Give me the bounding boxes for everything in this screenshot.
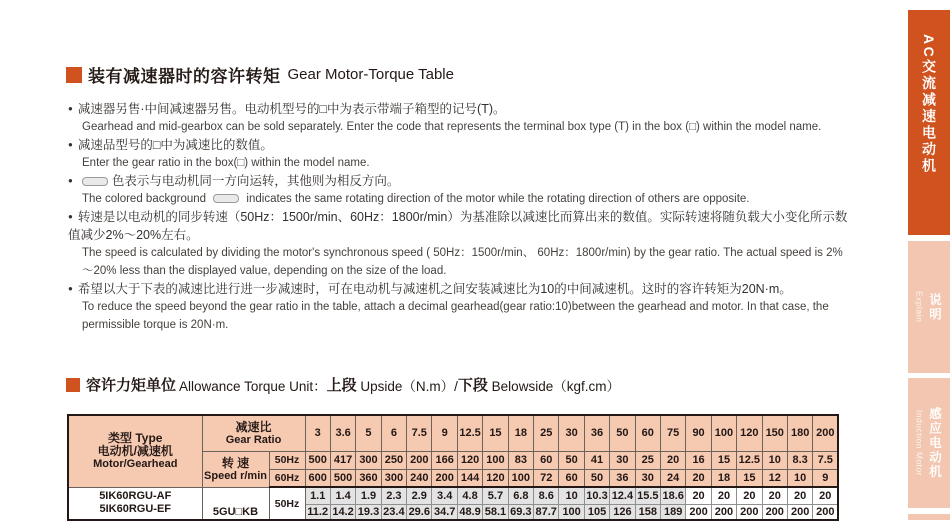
type-header-line1: 类型 Type [108,431,163,446]
torque-nm-cell: 20 [737,487,762,504]
note-4-en: The speed is calculated by dividing the motor's synchronous speed ( 50Hz：1500r/min、 60Hz：1800r/min) by the gear ratio. The actual speed is 2%～20% less than the displayed value, depending on the size of the load. [82,247,843,277]
torque-nm-cell: 20 [787,487,812,504]
speed-header-cell [202,451,269,487]
notes-list [68,100,848,334]
note-2-zh: ● 减速品型号的□中为减速比的数值。 [68,138,273,152]
speed-50hz-cell: 12.5 [737,451,762,469]
note-3-en: The colored background indicates the same rotating direction of the motor while the rotating direction of others are opposite. [82,193,750,205]
speed-50hz-cell: 30 [610,451,635,469]
speed-50hz-cell: 10 [762,451,787,469]
speed-60hz-cell: 12 [762,469,787,487]
torque-table [67,414,839,521]
motor-model: 5IK60RGU-EF [99,503,172,516]
torque-nm-cell: 1.9 [356,487,381,504]
ratio-header-cell: 200 [813,415,838,451]
speed-60hz-cell: 30 [635,469,660,487]
torque-kgfcm-cell: 19.3 [356,504,381,520]
sidebar-tab-explain-en-label: Explain [914,291,925,323]
speed-50hz-cell: 41 [584,451,609,469]
section2-lower-zh: 下段 [457,377,488,394]
torque-nm-cell: 3.4 [432,487,457,504]
ratio-header-cell: 9 [432,415,457,451]
torque-kgfcm-cell: 200 [711,504,736,520]
speed-50hz-cell: 7.5 [813,451,838,469]
note-1-en: Gearhead and mid-gearbox can be sold separately. Enter the code that represents the terminal box type (T) in the box (□) within the model name. [82,121,822,133]
speed-50hz-cell: 8.3 [787,451,812,469]
ratio-header-cell: 18 [508,415,533,451]
section2-lower-en: Belowside（kgf.cm） [487,378,620,394]
section1-title-zh: 装有减速器时的容许转矩 [88,67,281,86]
torque-nm-cell: 5.7 [483,487,508,504]
type-header-line3: Motor/Gearhead [93,458,178,471]
orange-square-icon [66,67,82,83]
torque-nm-cell: 1.1 [305,487,330,504]
torque-kgfcm-cell: 105 [584,504,609,520]
torque-nm-cell: 15.5 [635,487,660,504]
ratio-header-cell: 25 [534,415,559,451]
section2-title-en: Allowance Torque Unit： [176,378,327,394]
sidebar-tab-ac-gear-motor-zh-label: AC交流减速电动机 [921,34,937,175]
torque-kgfcm-cell: 158 [635,504,660,520]
torque-kgfcm-cell: 29.6 [407,504,432,520]
torque-kgfcm-cell: 69.3 [508,504,533,520]
ratio-header-cell: 3 [305,415,330,451]
torque-nm-cell: 20 [711,487,736,504]
torque-kgfcm-cell: 14.2 [330,504,355,520]
ratio-header-cell: 120 [737,415,762,451]
ratio-header-cell: 90 [686,415,711,451]
speed-60hz-cell: 360 [356,469,381,487]
note-3-zh: ● 色表示与电动机同一方向运转，其他则为相反方向。 [68,174,400,188]
type-header-cell [68,415,202,487]
type-header-line2: 电动机/减速机 [97,444,173,459]
speed-50hz-cell: 60 [534,451,559,469]
ratio-header-cell: 150 [762,415,787,451]
motor-model: 5IK60RGU-AF [99,490,172,503]
speed-50hz-cell: 250 [381,451,406,469]
torque-kgfcm-cell: 189 [660,504,685,520]
sidebar-tab-ac-gear-motor[interactable] [908,10,950,235]
ratio-header-cell: 5 [356,415,381,451]
ratio-header-cell: 50 [610,415,635,451]
speed-60hz-cell: 60 [559,469,584,487]
torque-nm-cell: 2.3 [381,487,406,504]
motor-model-cell [68,487,202,520]
speed-60hz-cell: 50 [584,469,609,487]
torque-nm-cell: 8.6 [534,487,559,504]
speed-60hz-cell: 600 [305,469,330,487]
speed-60hz-cell: 240 [407,469,432,487]
speed-header-zh: 转 速 [221,455,250,470]
torque-kgfcm-cell: 200 [737,504,762,520]
note-2-en: Enter the gear ratio in the box(□) within the model name. [82,157,370,169]
speed-60hz-cell: 15 [737,469,762,487]
torque-kgfcm-cell: 87.7 [534,504,559,520]
torque-kgfcm-cell: 200 [686,504,711,520]
speed-60hz-cell: 9 [813,469,838,487]
section2-heading [66,374,620,395]
ratio-header-cell: 12.5 [457,415,482,451]
gearhead-model-cell: 5GU□KB [202,487,269,520]
hz-50-label: 50Hz [269,451,305,469]
bullet-icon: ● [68,176,73,185]
ratio-header-cell: 3.6 [330,415,355,451]
ratio-header-cell: 30 [559,415,584,451]
speed-50hz-cell: 83 [508,451,533,469]
gear-ratio-header-cell [202,415,305,451]
speed-50hz-cell: 16 [686,451,711,469]
torque-nm-cell: 20 [686,487,711,504]
sidebar-tab-induction-motor-zh-label: 感应电动机 [927,406,942,480]
speed-50hz-cell: 166 [432,451,457,469]
torque-kgfcm-cell: 58.1 [483,504,508,520]
torque-nm-cell: 18.6 [660,487,685,504]
bullet-icon: ● [68,212,73,221]
sidebar-tab-induction-motor-en-label: Induction Motor [914,409,925,477]
torque-kgfcm-cell: 200 [787,504,812,520]
hz-60-label: 60Hz [269,469,305,487]
torque-nm-cell: 12.4 [610,487,635,504]
sidebar-tab-partial[interactable] [908,514,950,520]
speed-60hz-cell: 20 [686,469,711,487]
torque-nm-cell: 20 [813,487,838,504]
torque-nm-cell: 2.9 [407,487,432,504]
torque-kgfcm-cell: 100 [559,504,584,520]
note-4-zh: ● 转速是以电动机的同步转速（50Hz：1500r/min、60Hz：1800r/min）为基准除以减速比而算出来的数值。实际转速将随负载大小变化所示数值减少2%～20%左右。 [68,210,848,242]
speed-60hz-cell: 36 [610,469,635,487]
torque-nm-cell: 4.8 [457,487,482,504]
speed-60hz-cell: 144 [457,469,482,487]
sidebar-tab-induction-motor[interactable] [908,378,950,508]
torque-nm-cell: 10.3 [584,487,609,504]
speed-60hz-cell: 200 [432,469,457,487]
speed-60hz-cell: 18 [711,469,736,487]
torque-kgfcm-cell: 23.4 [381,504,406,520]
torque-kgfcm-cell: 200 [762,504,787,520]
same-direction-color-swatch [213,194,239,203]
note-5-en: To reduce the speed beyond the gear ratio in the table, attach a decimal gearhead(gear ratio:10)between the gearhead and motor. In that case, the permissible torque is 20N·m. [82,301,829,331]
ratio-header-cell: 36 [584,415,609,451]
torque-nm-cell: 20 [762,487,787,504]
speed-50hz-cell: 20 [660,451,685,469]
ratio-header-cell: 180 [787,415,812,451]
section2-title-zh: 容许力矩单位 [86,377,177,394]
section2-upper-zh: 上段 [326,377,357,394]
gear-ratio-en: Gear Ratio [225,433,282,446]
section1-title-en: Gear Motor-Torque Table [287,66,454,83]
speed-60hz-cell: 300 [381,469,406,487]
speed-60hz-cell: 24 [660,469,685,487]
torque-kgfcm-cell: 11.2 [305,504,330,520]
speed-60hz-cell: 500 [330,469,355,487]
torque-nm-cell: 10 [559,487,584,504]
torque-kgfcm-cell: 126 [610,504,635,520]
bullet-icon: ● [68,104,73,113]
sidebar-tab-explain-zh-label: 说明 [927,292,942,322]
note-5-zh: ● 希望以大于下表的减速比进行进一步减速时，可在电动机与减速机之间安装减速比为10的中间减速机。这时的容许转矩为20N·m。 [68,282,792,296]
speed-50hz-cell: 300 [356,451,381,469]
speed-50hz-cell: 15 [711,451,736,469]
row-freq-cell: 50Hz [269,487,305,520]
speed-60hz-cell: 100 [508,469,533,487]
ratio-header-cell: 75 [660,415,685,451]
speed-50hz-cell: 100 [483,451,508,469]
speed-50hz-cell: 50 [559,451,584,469]
section1-heading [66,62,454,87]
section2-upper-en: Upside（N.m）/ [356,378,458,394]
speed-60hz-cell: 120 [483,469,508,487]
ratio-header-cell: 60 [635,415,660,451]
speed-50hz-cell: 120 [457,451,482,469]
speed-50hz-cell: 417 [330,451,355,469]
torque-kgfcm-cell: 34.7 [432,504,457,520]
torque-kgfcm-cell: 200 [813,504,838,520]
speed-50hz-cell: 25 [635,451,660,469]
same-direction-color-swatch [82,177,108,186]
speed-60hz-cell: 10 [787,469,812,487]
ratio-header-cell: 7.5 [407,415,432,451]
torque-kgfcm-cell: 48.9 [457,504,482,520]
orange-square-icon [66,378,80,392]
bullet-icon: ● [68,284,73,293]
ratio-header-cell: 100 [711,415,736,451]
speed-60hz-cell: 72 [534,469,559,487]
ratio-header-cell: 6 [381,415,406,451]
torque-nm-cell: 1.4 [330,487,355,504]
bullet-icon: ● [68,140,73,149]
ratio-header-cell: 15 [483,415,508,451]
sidebar-tab-explain[interactable] [908,241,950,373]
speed-header-en: Speed r/min [204,469,267,482]
gear-ratio-zh: 减速比 [235,419,272,434]
speed-50hz-cell: 500 [305,451,330,469]
note-1-zh: ● 减速器另售·中间减速器另售。电动机型号的□中为表示带端子箱型的记号(T)。 [68,102,506,116]
speed-50hz-cell: 200 [407,451,432,469]
torque-nm-cell: 6.8 [508,487,533,504]
